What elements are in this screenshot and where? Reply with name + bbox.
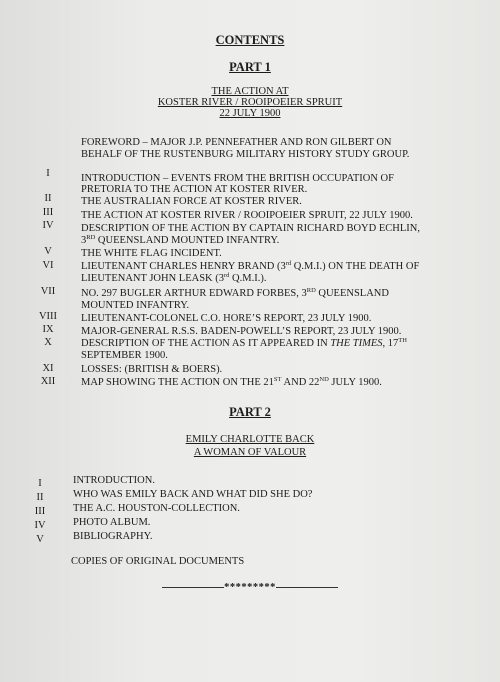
item-number: II: [36, 492, 44, 503]
item-text: LOSSES: (BRITISH & BOERS).: [81, 364, 223, 375]
foreword-line2: BEHALF OF THE RUSTENBURG MILITARY HISTORY STUDY GROUP.: [81, 149, 410, 160]
copies-note: COPIES OF ORIGINAL DOCUMENTS: [71, 556, 245, 567]
item-number: I: [38, 478, 42, 489]
item-number: XII: [40, 376, 56, 387]
item-text: THE A.C. HOUSTON-COLLECTION.: [73, 503, 240, 514]
item-number: IV: [42, 220, 54, 231]
item-text: INTRODUCTION.: [73, 475, 155, 486]
item-text: 3RD QUEENSLAND MOUNTED INFANTRY.: [81, 234, 280, 246]
divider-stars: *********: [224, 582, 276, 593]
item-text: LIEUTENANT CHARLES HENRY BRAND (3rd Q.M.I.) ON THE DEATH OF: [81, 260, 420, 272]
item-number: V: [44, 246, 52, 257]
item-number: III: [42, 207, 54, 218]
part1-subtitle-line1: THE ACTION AT: [211, 86, 289, 97]
item-number: VII: [40, 286, 56, 297]
superscript-rd: RD: [86, 234, 96, 241]
item-text: SEPTEMBER 1900.: [81, 350, 168, 361]
item-number: II: [44, 193, 52, 204]
item-number: X: [44, 337, 52, 348]
item-text: PRETORIA TO THE ACTION AT KOSTER RIVER.: [81, 184, 308, 195]
item-text: INTRODUCTION – EVENTS FROM THE BRITISH OCCUPATION OF: [81, 173, 394, 184]
item-text: DESCRIPTION OF THE ACTION AS IT APPEARED IN THE TIMES, 17TH: [81, 337, 407, 349]
part2-title: PART 2: [229, 405, 271, 419]
item-text: MAP SHOWING THE ACTION ON THE 21ST AND 22ND JULY 1900.: [81, 376, 382, 388]
item-text: BIBLIOGRAPHY.: [73, 531, 153, 542]
divider-line-left: [162, 587, 224, 588]
item-text: NO. 297 BUGLER ARTHUR EDWARD FORBES, 3RD QUEENSLAND: [81, 287, 389, 299]
item-number: IX: [42, 324, 54, 335]
item-text: LIEUTENANT-COLONEL C.O. HORE’S REPORT, 23 JULY 1900.: [81, 313, 372, 324]
item-text: DESCRIPTION OF THE ACTION BY CAPTAIN RICHARD BOYD ECHLIN,: [81, 223, 420, 234]
part1-subtitle-date: 22 JULY 1900: [219, 108, 281, 119]
part1-title: PART 1: [229, 60, 271, 74]
item-text: MOUNTED INFANTRY.: [81, 300, 190, 311]
divider-line-right: [276, 587, 338, 588]
item-number: XI: [42, 363, 54, 374]
item-number: VIII: [38, 311, 58, 322]
part1-subtitle-line2: KOSTER RIVER / ROOIPOEIER SPRUIT: [157, 97, 343, 108]
contents-title: CONTENTS: [215, 33, 285, 47]
item-text: THE WHITE FLAG INCIDENT.: [81, 248, 222, 259]
item-text: LIEUTENANT JOHN LEASK (3rd Q.M.I.).: [81, 272, 267, 284]
closing-divider: [0, 582, 500, 593]
item-number: V: [36, 534, 44, 545]
item-number: III: [34, 506, 46, 517]
part2-subtitle-line2: A WOMAN OF VALOUR: [193, 447, 307, 458]
item-text: THE ACTION AT KOSTER RIVER / ROOIPOEIER SPRUIT, 22 JULY 1900.: [81, 210, 413, 221]
item-text: THE AUSTRALIAN FORCE AT KOSTER RIVER.: [81, 196, 302, 207]
part2-subtitle-line1: EMILY CHARLOTTE BACK: [185, 434, 315, 445]
item-text: MAJOR-GENERAL R.S.S. BADEN-POWELL’S REPORT, 23 JULY 1900.: [81, 326, 402, 337]
item-number: IV: [34, 520, 46, 531]
item-text: WHO WAS EMILY BACK AND WHAT DID SHE DO?: [73, 489, 313, 500]
item-number: I: [46, 168, 50, 179]
item-number: VI: [42, 260, 54, 271]
foreword-line1: FOREWORD – MAJOR J.P. PENNEFATHER AND RON GILBERT ON: [81, 137, 392, 148]
item-text: PHOTO ALBUM.: [73, 517, 151, 528]
